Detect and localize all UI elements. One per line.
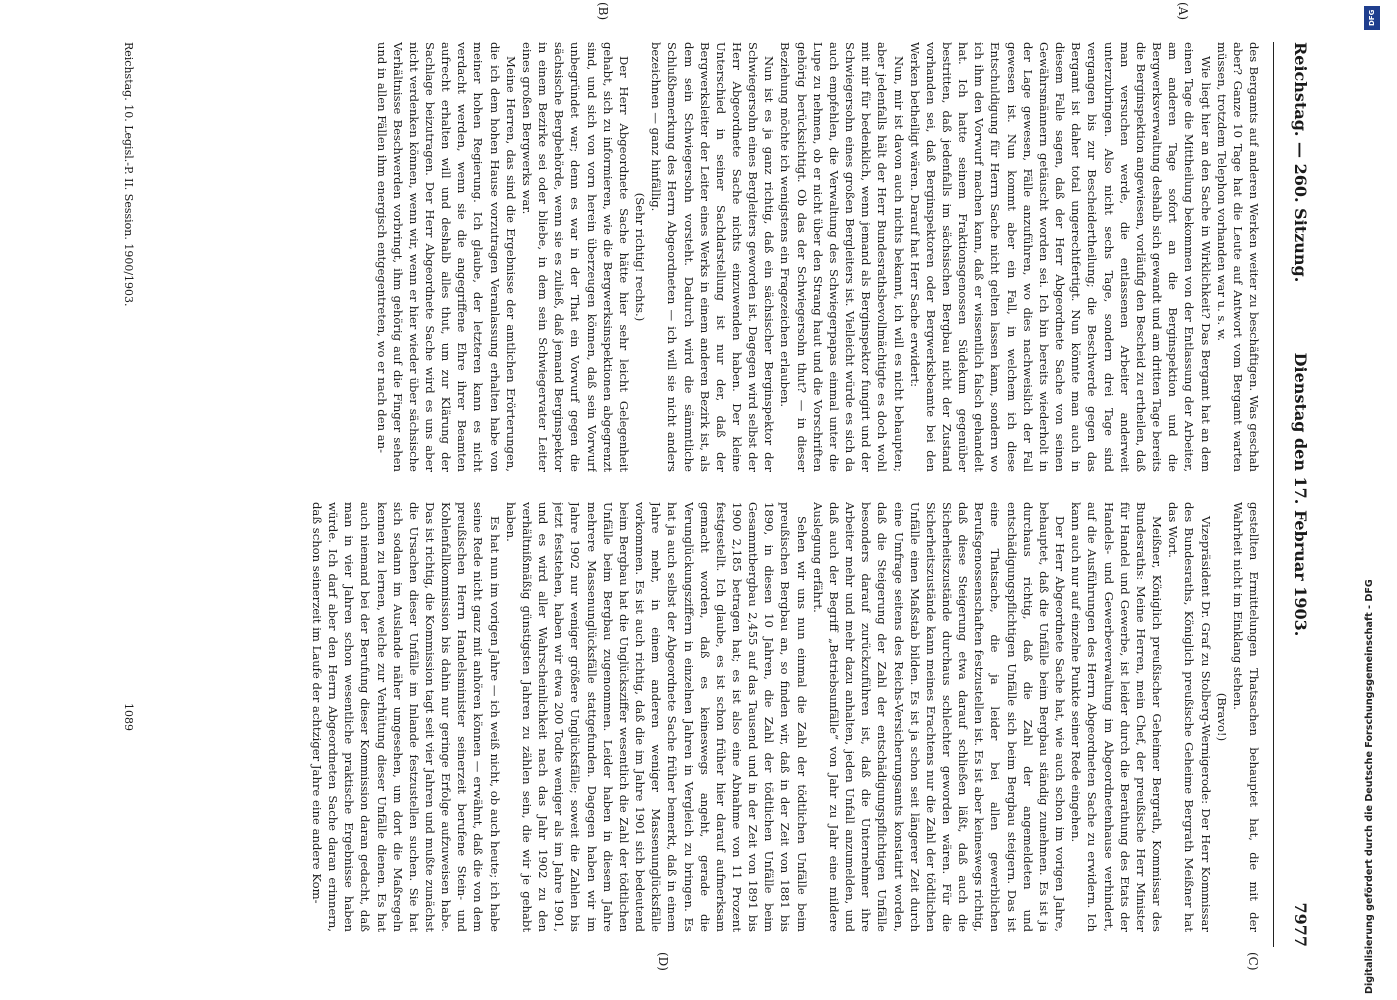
paragraph: Meine Herren, das sind die Ergebnisse der amtlichen Erörterungen, die ich dem hohen Hause vorzutragen Veranlassung erhalten habe von meiner hohen Regierung. Ich glaube, der letzteren kann es nicht verdacht werden, wenn sie die angegriffene Ehre ihrer Beamten aufrecht erhalten will und deshalb alles thut, um zur Klärung der Sachlage beizutragen. Der Herr Abgeordnete Sache wird es uns aber nicht verdenken können, wenn wir, wenn er hier wieder über sächsische Verhältnisse Beschwerden vorbringt, ihm gehörig auf die Finger sehen und in allen Fällen ihm energisch entgegentreten, wo er nach den an- <box>374 42 518 472</box>
paragraph: Meißner, Königlich preußischer Geheimer Bergrath, Kommissar des Bundesraths: Meine Herren, mein Chef, der preußische Herr Minister für Handel und Gewerbe, ist leider durch die Berathung des Etats der Handels- und Gewerbeverwaltung im Abgeordnetenhause verhindert, auf die Ausführungen des Herrn Abgeordneten Sache zu erwidern. Ich kann auch nur auf einzelne Punkte seiner Rede eingehen. <box>1069 502 1165 932</box>
paragraph: (Bravo!) <box>1214 692 1229 742</box>
paragraph: Der Herr Abgeordnete Sache hat, wie auch schon im vorigen Jahre, behauptet, daß die Unfälle beim Bergbau ständig zunehmen. Es ist ja durchaus richtig, daß die Zahl der angemeldeten und entschädigungspflichtigen Unfälle sich beim Bergbau steigern. Das ist eine Thatsache, die ja leider bei allen gewerblichen Berufsgenossenschaften festzustellen ist. Es ist aber keineswegs richtig, daß diese Steigerung etwa darauf schließen läßt, daß auch die Sicherheitszustände durchaus schlechter geworden wären. Für die Sicherheitszustände kann meines Erachtens nur die Zahl der tödtlichen Unfälle einen Maßstab bilden. Es ist ja schon seit längerer Zeit durch eine Umfrage seitens des Reichs-Versicherungsamts konstatirt worden, daß die Steigerung der Zahl der entschädigungspflichtigen Unfälle besonders darauf zurückzuführen ist, daß die Unternehmer ihre Arbeiter mehr und mehr dazu anhalten, jeden Unfall anzumelden, und daß auch der Begriff „Betriebsunfälle“ von Jahr zu Jahr eine mildere Auslegung erfährt. <box>810 502 1068 932</box>
paragraph: Nun ist es ja ganz richtig, daß ein sächsischer Berginspektor der Schwiegersohn eines Bergleiters geworden ist. Dagegen wird selbst der Herr Abgeordnete Sache nichts einzuwenden haben. Der kleine Unterschied in seiner Sachdarstellung ist nur der, daß der Bergwerksleiter der Leiter eines Werks in einem anderen Bezirk ist, als dem sein Schwiegersohn vorsteht. Dadurch wird die sämmtliche Schlußbemerkung des Herrn Abgeordneten — ich will sie nicht anders bezeichnen — ganz hinfällig. <box>649 42 777 472</box>
sheet-number: 1089 <box>122 703 135 731</box>
paragraph: (Sehr richtig! rechts.) <box>633 192 648 322</box>
paragraph: Nun, mir ist davon auch nichts bekannt, ich will es nicht behaupten; aber jedenfalls hält der Herr Bundesrathsbevollmächtigte es doch wohl mit mir für bedenklich, wenn jemand als Berginspektor fungirt und der Schwiegersohn eines großen Bergleiters ist. Vielleicht würde es sich da auch empfehlen, die Verwaltung des Schwiegerpapas einmal unter die Lupe zu nehmen, ob er nicht über den Strang haut und die Vorschriften gehörig berücksichtigt. Ob das der Schwiegersohn thut? — in dieser Beziehung möchte ich wenigstens ein Fragezeichen erlauben. <box>778 42 906 472</box>
margin-marker-c: (C) <box>1246 952 1260 971</box>
margin-marker-d: (D) <box>656 952 670 971</box>
paragraph: Wie liegt hier an den Sache in Wirklichkeit? Das Bergamt hat an dem einen Tage die Mittheilung bekommen von der Entlassung der Arbeiter, am anderen Tage sofort an die Berginspektion und die Bergwerksverwaltung deshalb sich gewandt und am dritten Tage bereits die Berginspektion angewiesen, vorläufig den Bescheid zu ertheilen, daß man versuchen werde, die entlassenen Arbeiter anderweit unterzubringen. Also nicht sechs Tage, sondern drei Tage sind vergangen bis zur Bescheidertheilung; die Beschwerde gegen das Bergamt ist daher total ungerechtfertigt. Nun könnte man auch in diesem Falle sagen, daß der Herr Abgeordnete Sache von seinen Gewährsmännern getäuscht worden sei. Ich bin bereits wiederholt in der Lage gewesen, Fälle anzuführen, wo dies nachweislich der Fall gewesen ist. Nun kommt aber ein Fall, in welchem ich diese Entschuldigung für Herrn Sache nicht gelten lassen kann, sondern wo ich ihm den Vorwurf machen kann, daß er wissentlich falsch gehandelt hat. Ich hatte seinem Fraktionsgenossen Südekum gegenüber bestritten, daß jedenfalls im sächsischen Bergbau nicht der Zustand vorhanden sei, daß Berginspektoren oder Bergwerksbeamte bei den Werken betheiligt wären. Darauf hat Herr Sache erwidert: <box>907 42 1213 472</box>
header-date: Dienstag den 17. Februar 1903. <box>1291 352 1310 637</box>
right-text-column <box>142 502 1262 932</box>
paragraph: Der Herr Abgeordnete Sache hätte hier sehr leicht Gelegenheit gehabt, sich zu informieren, wie die Bergwerksinspektionen abgegrenzt sind, und sich von vorn herein überzeugen können, daß sein Vorwurf unbegründet war; denn es war in der That ein Vorwurf gegen die sächsische Bergbehörde, wenn sie es zuließ, daß jemand Berginspektor in einem Bezirke sei oder bliebe, in dem sein Schwiegervater Leiter eines großen Bergwerks war. <box>519 42 631 472</box>
paragraph: des Bergamts auf anderen Werken weiter zu beschäftigen. Was geschah aber? Ganze 10 Tage hat die Leute auf Antwort vom Bergamt warten müssen, trotzdem Telephon vorhanden war u. s. w. <box>1214 42 1261 472</box>
paragraph: gestellten Ermittelungen Thatsachen behauptet hat, die mit der Wahrheit nicht im Einklang stehen. <box>1230 502 1261 932</box>
paragraph: Vizepräsident Dr. Graf zu Stolberg-Wernigerode: Der Herr Kommissar des Bundesraths, Königlich preußische Geheime Bergrath Meißner hat das Wort. <box>1166 502 1213 932</box>
header-page-number: 7977 <box>1291 902 1310 947</box>
header-rule <box>1273 42 1274 947</box>
page-header <box>1280 42 1310 947</box>
paragraph: Sehen wir uns nun einmal die Zahl der tödtlichen Unfälle beim preußischen Bergbau an, so finden wir, daß in der Zeit von 1881 bis 1890, in diesen 10 Jahren, die Zahl der tödtlichen Unfälle beim Gesammtbergbau 2,455 auf das Tausend und in der Zeit von 1891 bis 1900 2,185 betragen hat; es ist also eine Abnahme von 11 Prozent festgestellt. Ich glaube, es ist schon früher hier darauf aufmerksam gemacht worden, daß es keineswegs angeht, gerade die Verunglückungsziffern in einzelnen Jahren in Vergleich zu bringen. Es hat ja auch selbst der Abgeordnete Sache früher bemerkt, daß in einem Jahre mehr, in einem anderen weniger Massenunglücksfälle vorkommen. Es ist auch richtig, daß die im Jahre 1901 sich bedeutend beim Bergbau hat die Unglücksziffer wesentlich die Zahl der tödtlichen Unfälle beim Bergbau zugenommen. Leider haben in diesem Jahre mehrere Massenunglücksfälle stattgefunden. Dagegen haben wir im Jahre 1902 nur weniger größere Unglücksfälle; soweit die Zahlen bis jetzt feststehen, haben wir etwa 200 Todte weniger als im Jahre 1901, und es wird aller Wahrscheinlichkeit nach das Jahr 1902 zu den verhältnißmäßig günstigsten Jahren zu zählen sein, die wir je gehabt haben. <box>503 502 809 932</box>
page-footer: Reichstag. 10. Legisl.-P. II. Session. 1900/1903. <box>122 42 135 307</box>
digitization-credit: Digitalisierung gefördert durch die Deutsche Forschungsgemeinschaft - DFG <box>1364 579 1375 994</box>
margin-marker-b: (B) <box>596 2 610 21</box>
paragraph: Es hat nun im vorigen Jahre — ich weiß nicht, ob auch heute; ich habe seine Rede nicht ganz mit anhören können — erwähnt, daß die von dem preußischen Herrn Handelsminister seinerzeit berufene Stein- und Kohlenfallkommission bis dahin nur geringe Erfolge aufzuweisen habe. Das ist richtig, die Kommission tagt seit vier Jahren und mußte zunächst die Ursachen dieser Unfälle im Inlande festzustellen suchen. Sie hat sich sodann im Auslande näher umgesehen, um dort die Maßregeln kennen zu lernen, welche zur Verhütung dieser Unfälle dienen. Es hat auch niemand bei der Berufung dieser Kommission daran gedacht, daß man in vier Jahren schon wesentliche praktische Ergebnisse haben würde. Ich darf aber den Herrn Abgeordneten Sache daran erinnern, daß schon seinerzeit im Laufe der achtziger Jahre eine andere Kom- <box>309 502 502 932</box>
dfg-logo: DFG <box>1364 6 1380 30</box>
margin-marker-a: (A) <box>1176 2 1190 21</box>
header-session: Reichstag. — 260. Sitzung. <box>1291 42 1310 283</box>
document-page <box>70 2 1310 971</box>
left-text-column <box>142 42 1262 472</box>
